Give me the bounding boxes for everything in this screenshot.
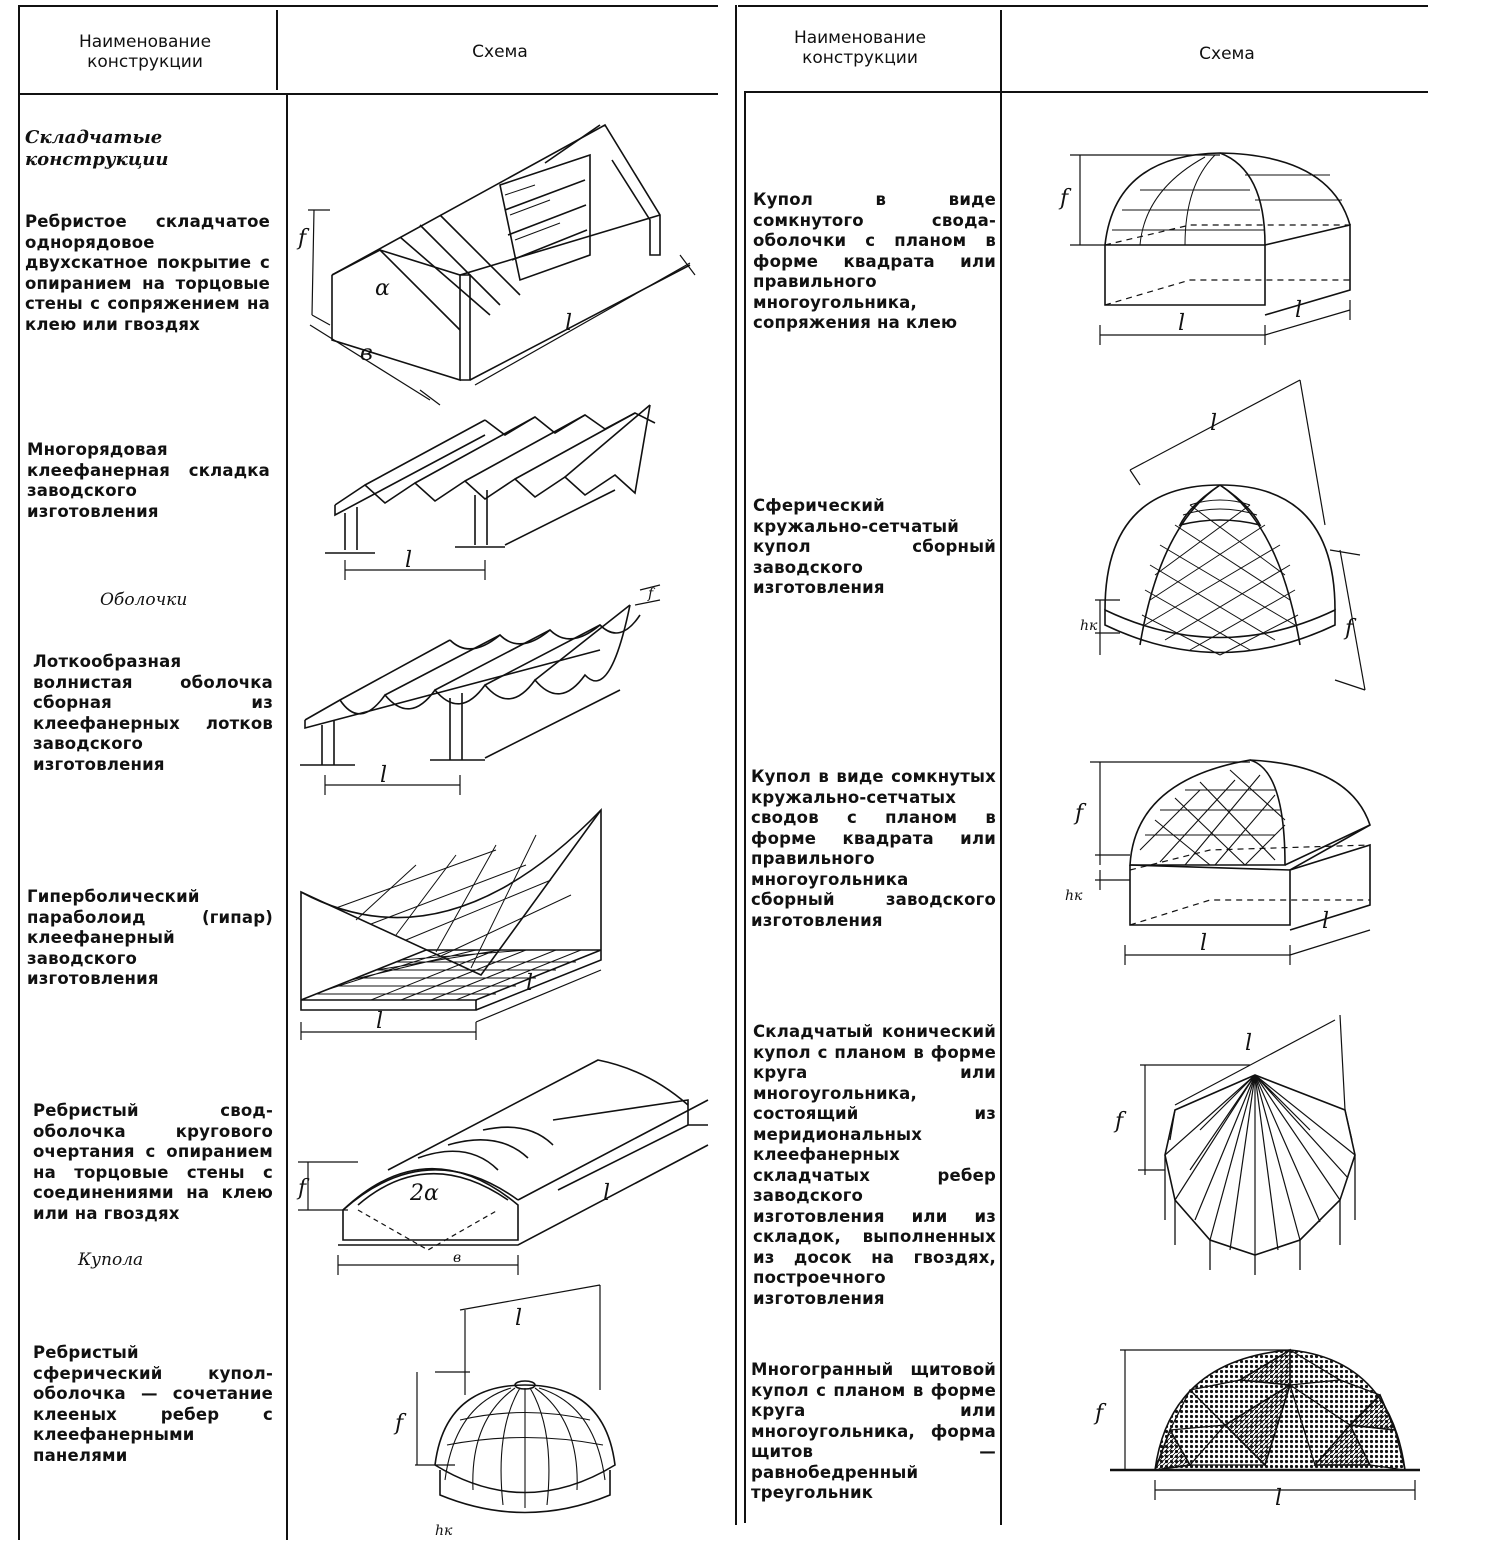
dim-l-5: l xyxy=(603,1181,611,1206)
section-shells: Оболочки xyxy=(100,590,188,610)
scheme-ribbed-vault xyxy=(298,1050,718,1280)
dim-2alpha: 2α xyxy=(410,1181,439,1206)
dim-l-4b: l xyxy=(526,971,534,996)
dim-hk-6: hк xyxy=(435,1523,453,1539)
right-item-3: Купол в виде сомкнутых кружально-сетчатых сводов с планом в форме квадрата или правильного многоугольника сборный заводского изготовления xyxy=(751,767,996,930)
dim-f-5: f xyxy=(298,1176,307,1201)
col-divider-1 xyxy=(276,10,278,90)
header-scheme-right: Схема xyxy=(1199,44,1255,64)
scheme-conical-dome xyxy=(1100,1010,1380,1280)
dim-l-r1b: l xyxy=(1295,298,1303,323)
section-domes: Купола xyxy=(78,1250,144,1270)
dim-f: f xyxy=(298,226,307,251)
scheme-lattice-dome xyxy=(1080,375,1370,695)
dim-l-r5: l xyxy=(1275,1486,1283,1511)
dim-l-3: l xyxy=(380,763,388,788)
dim-f-r4: f xyxy=(1115,1109,1124,1134)
scheme-wave-shell xyxy=(300,580,670,800)
header-scheme-left: Схема xyxy=(472,42,528,62)
left-item-3: Лоткообразная волнистая оболочка сборная из клеефанерных лотков заводского изготовления xyxy=(33,652,273,774)
dim-hk-r2: hк xyxy=(1080,618,1098,634)
left-item-1: Ребристое складчатое однорядовое двухскатное покрытие с опиранием на торцовые стены с сопряжением на клею или гвоздях xyxy=(25,212,270,334)
left-item-4: Гиперболический параболоид (гипар) клеефанерный заводского изготовления xyxy=(27,887,273,988)
right-item-1: Купол в виде сомкнутого свода-оболочки с планом в форме квадрата или правильного многоугольника, сопряжения на клею xyxy=(753,190,996,332)
center-divider xyxy=(735,5,737,1525)
left-border xyxy=(18,5,20,1540)
scheme-geodesic-dome xyxy=(1090,1330,1440,1530)
header-rule-left xyxy=(18,93,718,95)
scheme-multirow-fold xyxy=(325,395,675,585)
dim-l-r2: l xyxy=(1210,411,1218,436)
scheme-cloister-dome xyxy=(1060,145,1380,355)
section-folded: Складчатые конструкции xyxy=(25,127,169,170)
col-divider-1b xyxy=(286,95,288,1540)
dim-b-5: в xyxy=(453,1250,462,1266)
dim-l-r3a: l xyxy=(1200,931,1208,956)
dim-f-r1: f xyxy=(1060,186,1069,211)
dim-f-r5: f xyxy=(1095,1401,1104,1426)
top-rule-left xyxy=(18,5,718,7)
dim-l-6: l xyxy=(515,1306,523,1331)
header-rule-right xyxy=(744,91,1428,93)
dim-f-r3: f xyxy=(1075,801,1084,826)
header-name-right: Наименование конструкции xyxy=(793,28,927,68)
scheme-lattice-cloister xyxy=(1060,750,1380,970)
left-item-6: Ребристый сферический купол-оболочка — сочетание клееных ребер с клеефанерными панелями xyxy=(33,1343,273,1465)
dim-alpha: α xyxy=(375,276,390,301)
dim-l-4a: l xyxy=(376,1009,384,1034)
scheme-hypar xyxy=(296,810,616,1040)
col-divider-3 xyxy=(1000,10,1002,1525)
right-item-4: Складчатый конический купол с планом в форме круга или многоугольника, состоящий из меридиональных клеефанерных складчатых ребер заводского изготовления или из складок, выполненных из досок на гвоздях, построечного изготовления xyxy=(753,1022,996,1308)
left-item-5: Ребристый свод-оболочка кругового очертания с опиранием на торцовые стены с соединениями на клею или на гвоздях xyxy=(33,1101,273,1223)
dim-l-r4: l xyxy=(1245,1031,1253,1056)
dim-hk-r3: hк xyxy=(1065,888,1083,904)
top-rule-right xyxy=(738,5,1428,7)
center-divider-b xyxy=(744,93,746,1523)
dim-l-r1a: l xyxy=(1178,311,1186,336)
dim-b: в xyxy=(360,341,373,366)
header-name-left: Наименование конструкции xyxy=(78,32,212,72)
scheme-folded-roof xyxy=(290,115,710,410)
dim-f-3: f xyxy=(648,586,654,602)
dim-f-6: f xyxy=(395,1411,404,1436)
dim-f-r2: f xyxy=(1345,616,1354,641)
scheme-ribbed-dome xyxy=(385,1280,635,1540)
dim-l-2: l xyxy=(405,548,413,573)
dim-l-1: l xyxy=(565,311,573,336)
right-item-5: Многогранный щитовой купол с планом в форме круга или многоугольника, форма щитов — равнобедренный треугольник xyxy=(751,1360,996,1502)
left-item-2: Многорядовая клеефанерная складка заводского изготовления xyxy=(27,440,270,521)
right-item-2: Сферический кружально-сетчатый купол сборный заводского изготовления xyxy=(753,496,996,597)
dim-l-r3b: l xyxy=(1322,909,1330,934)
